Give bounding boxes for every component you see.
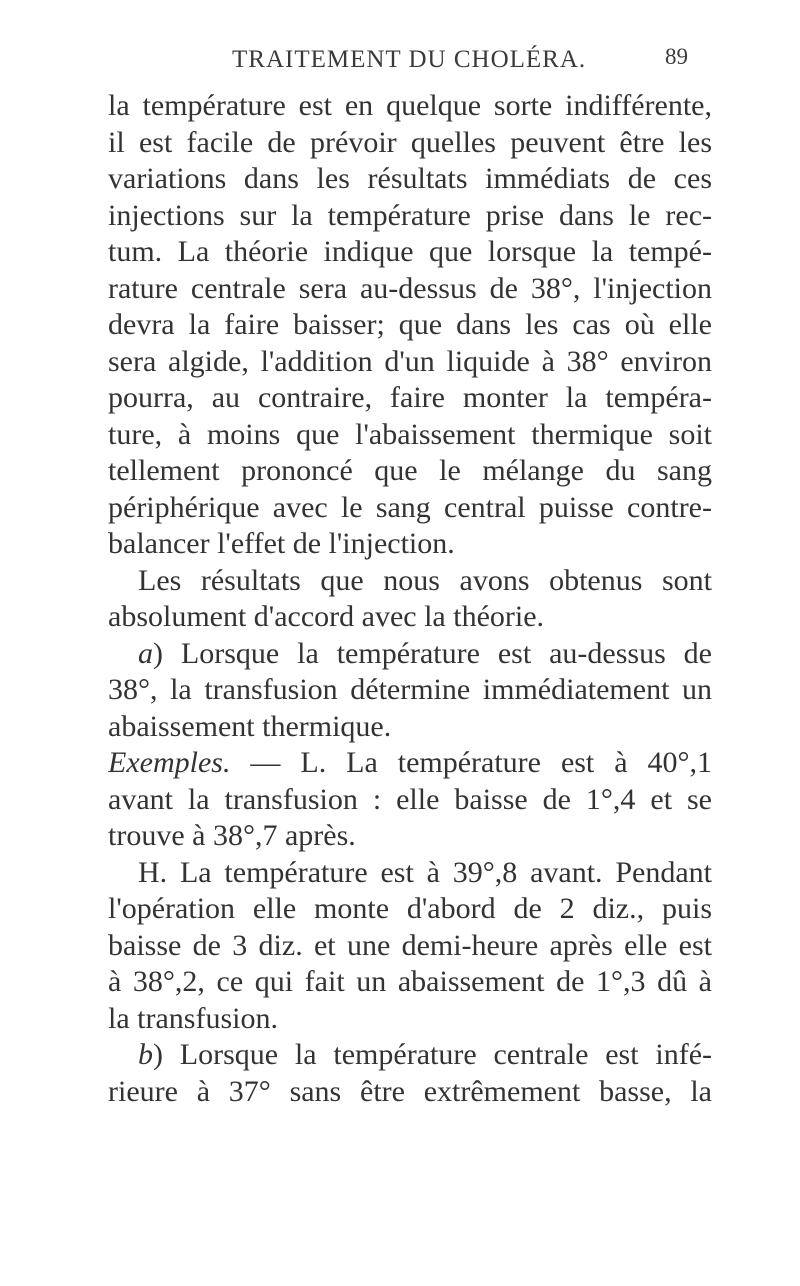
text-line: H. La température est à 39°,8 avant. Pendant [138, 855, 712, 889]
text-line: b) Lorsque la température centrale est infé- [138, 1038, 712, 1071]
text-line: a) Lorsque la température est au-dessus de [138, 636, 712, 670]
body-text [108, 88, 712, 1110]
page-number: 89 [665, 44, 688, 69]
running-title: TRAITEMENT DU CHOLÉRA. [232, 46, 587, 73]
text-line: à 38°,2, ce qui fait un abaissement de 1°,3 dû à [108, 965, 712, 998]
text-line: Les résultats que nous avons obtenus sont [138, 563, 712, 597]
text-line: la transfusion. [108, 1001, 278, 1035]
text-line: abaissement thermique. [108, 709, 392, 743]
text-line: tellement prononcé que le mélange du sang [108, 454, 712, 487]
text-line: devra la faire baisser; que dans les cas où elle [108, 308, 712, 341]
text-line: la température est en quelque sorte indifférente, [108, 89, 712, 122]
text-line: trouve à 38°,7 après. [108, 819, 356, 852]
text-line: pourra, au contraire, faire monter la tempéra- [108, 381, 712, 414]
text-line: sera algide, l'addition d'un liquide à 38° environ [108, 344, 712, 378]
text-line: baisse de 3 diz. et une demi-heure après elle est [108, 928, 712, 962]
text-line: l'opération elle monte d'abord de 2 diz., puis [108, 892, 712, 925]
text-line: balancer l'effet de l'injection. [108, 527, 455, 560]
text-line: rieure à 37° sans être extrêmement basse, la [108, 1074, 712, 1108]
text-line: absolument d'accord avec la théorie. [108, 600, 545, 633]
text-line: tum. La théorie indique que lorsque la tempé- [108, 235, 712, 268]
text-line: variations dans les résultats immédiats de ces [108, 162, 712, 195]
text-line: 38°, la transfusion détermine immédiatement un [108, 673, 712, 706]
page-header [0, 46, 800, 86]
text-line: périphérique avec le sang central puisse contre- [108, 490, 712, 524]
text-line: injections sur la température prise dans le rec- [108, 198, 712, 232]
text-line: ture, à moins que l'abaissement thermique soit [108, 417, 712, 451]
text-line: avant la transfusion : elle baisse de 1°,4 et se [108, 782, 712, 816]
text-line-example: Exemples. — L. La température est à 40°,1 [108, 746, 712, 779]
text-line: rature centrale sera au-dessus de 38°, l'injection [108, 271, 712, 305]
text-line: il est facile de prévoir quelles peuvent être les [108, 125, 712, 159]
